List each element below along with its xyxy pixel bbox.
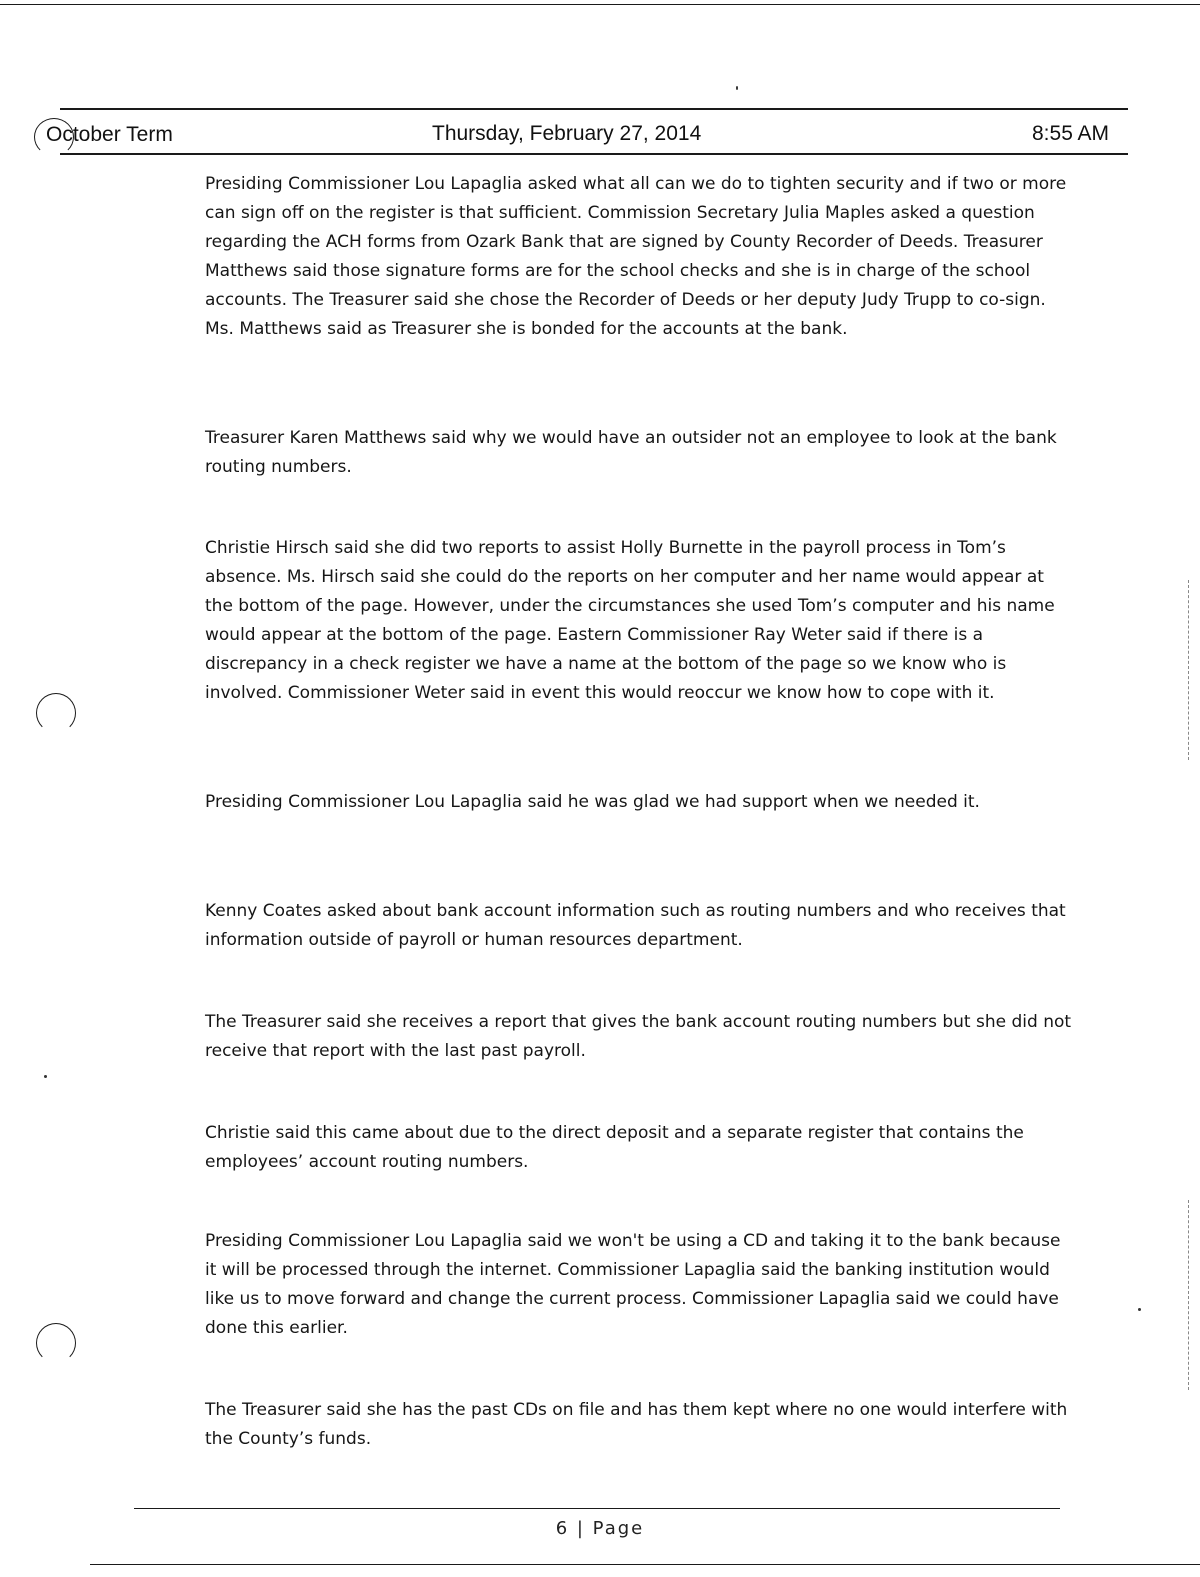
paragraph-outsider-question: Treasurer Karen Matthews said why we would have an outsider not an employee to look at the bank routing numbers. <box>205 428 1057 477</box>
term-label: October Term <box>46 123 173 146</box>
paragraph-support: Presiding Commissioner Lou Lapaglia said he was glad we had support when we needed it. <box>205 792 980 812</box>
header-bottom-rule <box>60 153 1128 155</box>
scan-edge-mark <box>1188 1200 1189 1390</box>
hole-punch-bottom <box>36 1323 76 1363</box>
paragraph-cds-on-file: The Treasurer said she has the past CDs on file and has them kept where no one would interfere with the County’s funds. <box>205 1400 1068 1449</box>
paragraph-routing-report: The Treasurer said she receives a report that gives the bank account routing numbers but she did not receive that report with the last past payroll. <box>205 1012 1072 1061</box>
meeting-date: Thursday, February 27, 2014 <box>432 122 702 145</box>
scan-speck <box>1138 1308 1141 1311</box>
scan-edge-mark <box>1188 580 1189 760</box>
header-top-rule <box>60 108 1128 110</box>
paragraph-payroll-reports: Christie Hirsch said she did two reports to assist Holly Burnette in the payroll process in Tom’s absence. Ms. Hirsch said she could do the reports on her computer and her name would appear at the bottom of the page. However, under the circumstances she used Tom’s computer and his name would appear at the bottom of the page. Eastern Commissioner Ray Weter said if there is a discrepancy in a check register we have a name at the bottom of the page so we know who is involved. Commissioner Weter said in event this would reoccur we know how to cope with it. <box>205 538 1055 703</box>
page-bottom-edge <box>90 1564 1200 1565</box>
meeting-time: 8:55 AM <box>1032 122 1110 145</box>
scan-speck <box>736 86 738 90</box>
paragraph-direct-deposit: Christie said this came about due to the direct deposit and a separate register that contains the employees’ account routing numbers. <box>205 1123 1024 1172</box>
hole-punch-middle <box>36 693 76 733</box>
paragraph-account-information: Kenny Coates asked about bank account information such as routing numbers and who receives that information outside of payroll or human resources department. <box>205 901 1066 950</box>
scan-speck <box>44 1075 47 1078</box>
page-number: 6 | Page <box>555 1518 645 1539</box>
paragraph-security-discussion: Presiding Commissioner Lou Lapaglia asked what all can we do to tighten security and if two or more can sign off on the register is that sufficient. Commission Secretary Julia Maples asked a question regarding the ACH forms from Ozark Bank that are signed by County Recorder of Deeds. Treasurer Matthews said those signature forms are for the school checks and she is in charge of the school accounts. The Treasurer said she chose the Recorder of Deeds or her deputy Judy Trupp to co-sign. Ms. Matthews said as Treasurer she is bonded for the accounts at the bank. <box>205 174 1067 339</box>
footer-rule <box>134 1508 1060 1509</box>
paragraph-cd-process: Presiding Commissioner Lou Lapaglia said we won't be using a CD and taking it to the bank because it will be processed through the internet. Commissioner Lapaglia said the banking institution would like us to move forward and change the current process. Commissioner Lapaglia said we could have done this earlier. <box>205 1231 1061 1338</box>
page-top-edge <box>0 4 1200 5</box>
